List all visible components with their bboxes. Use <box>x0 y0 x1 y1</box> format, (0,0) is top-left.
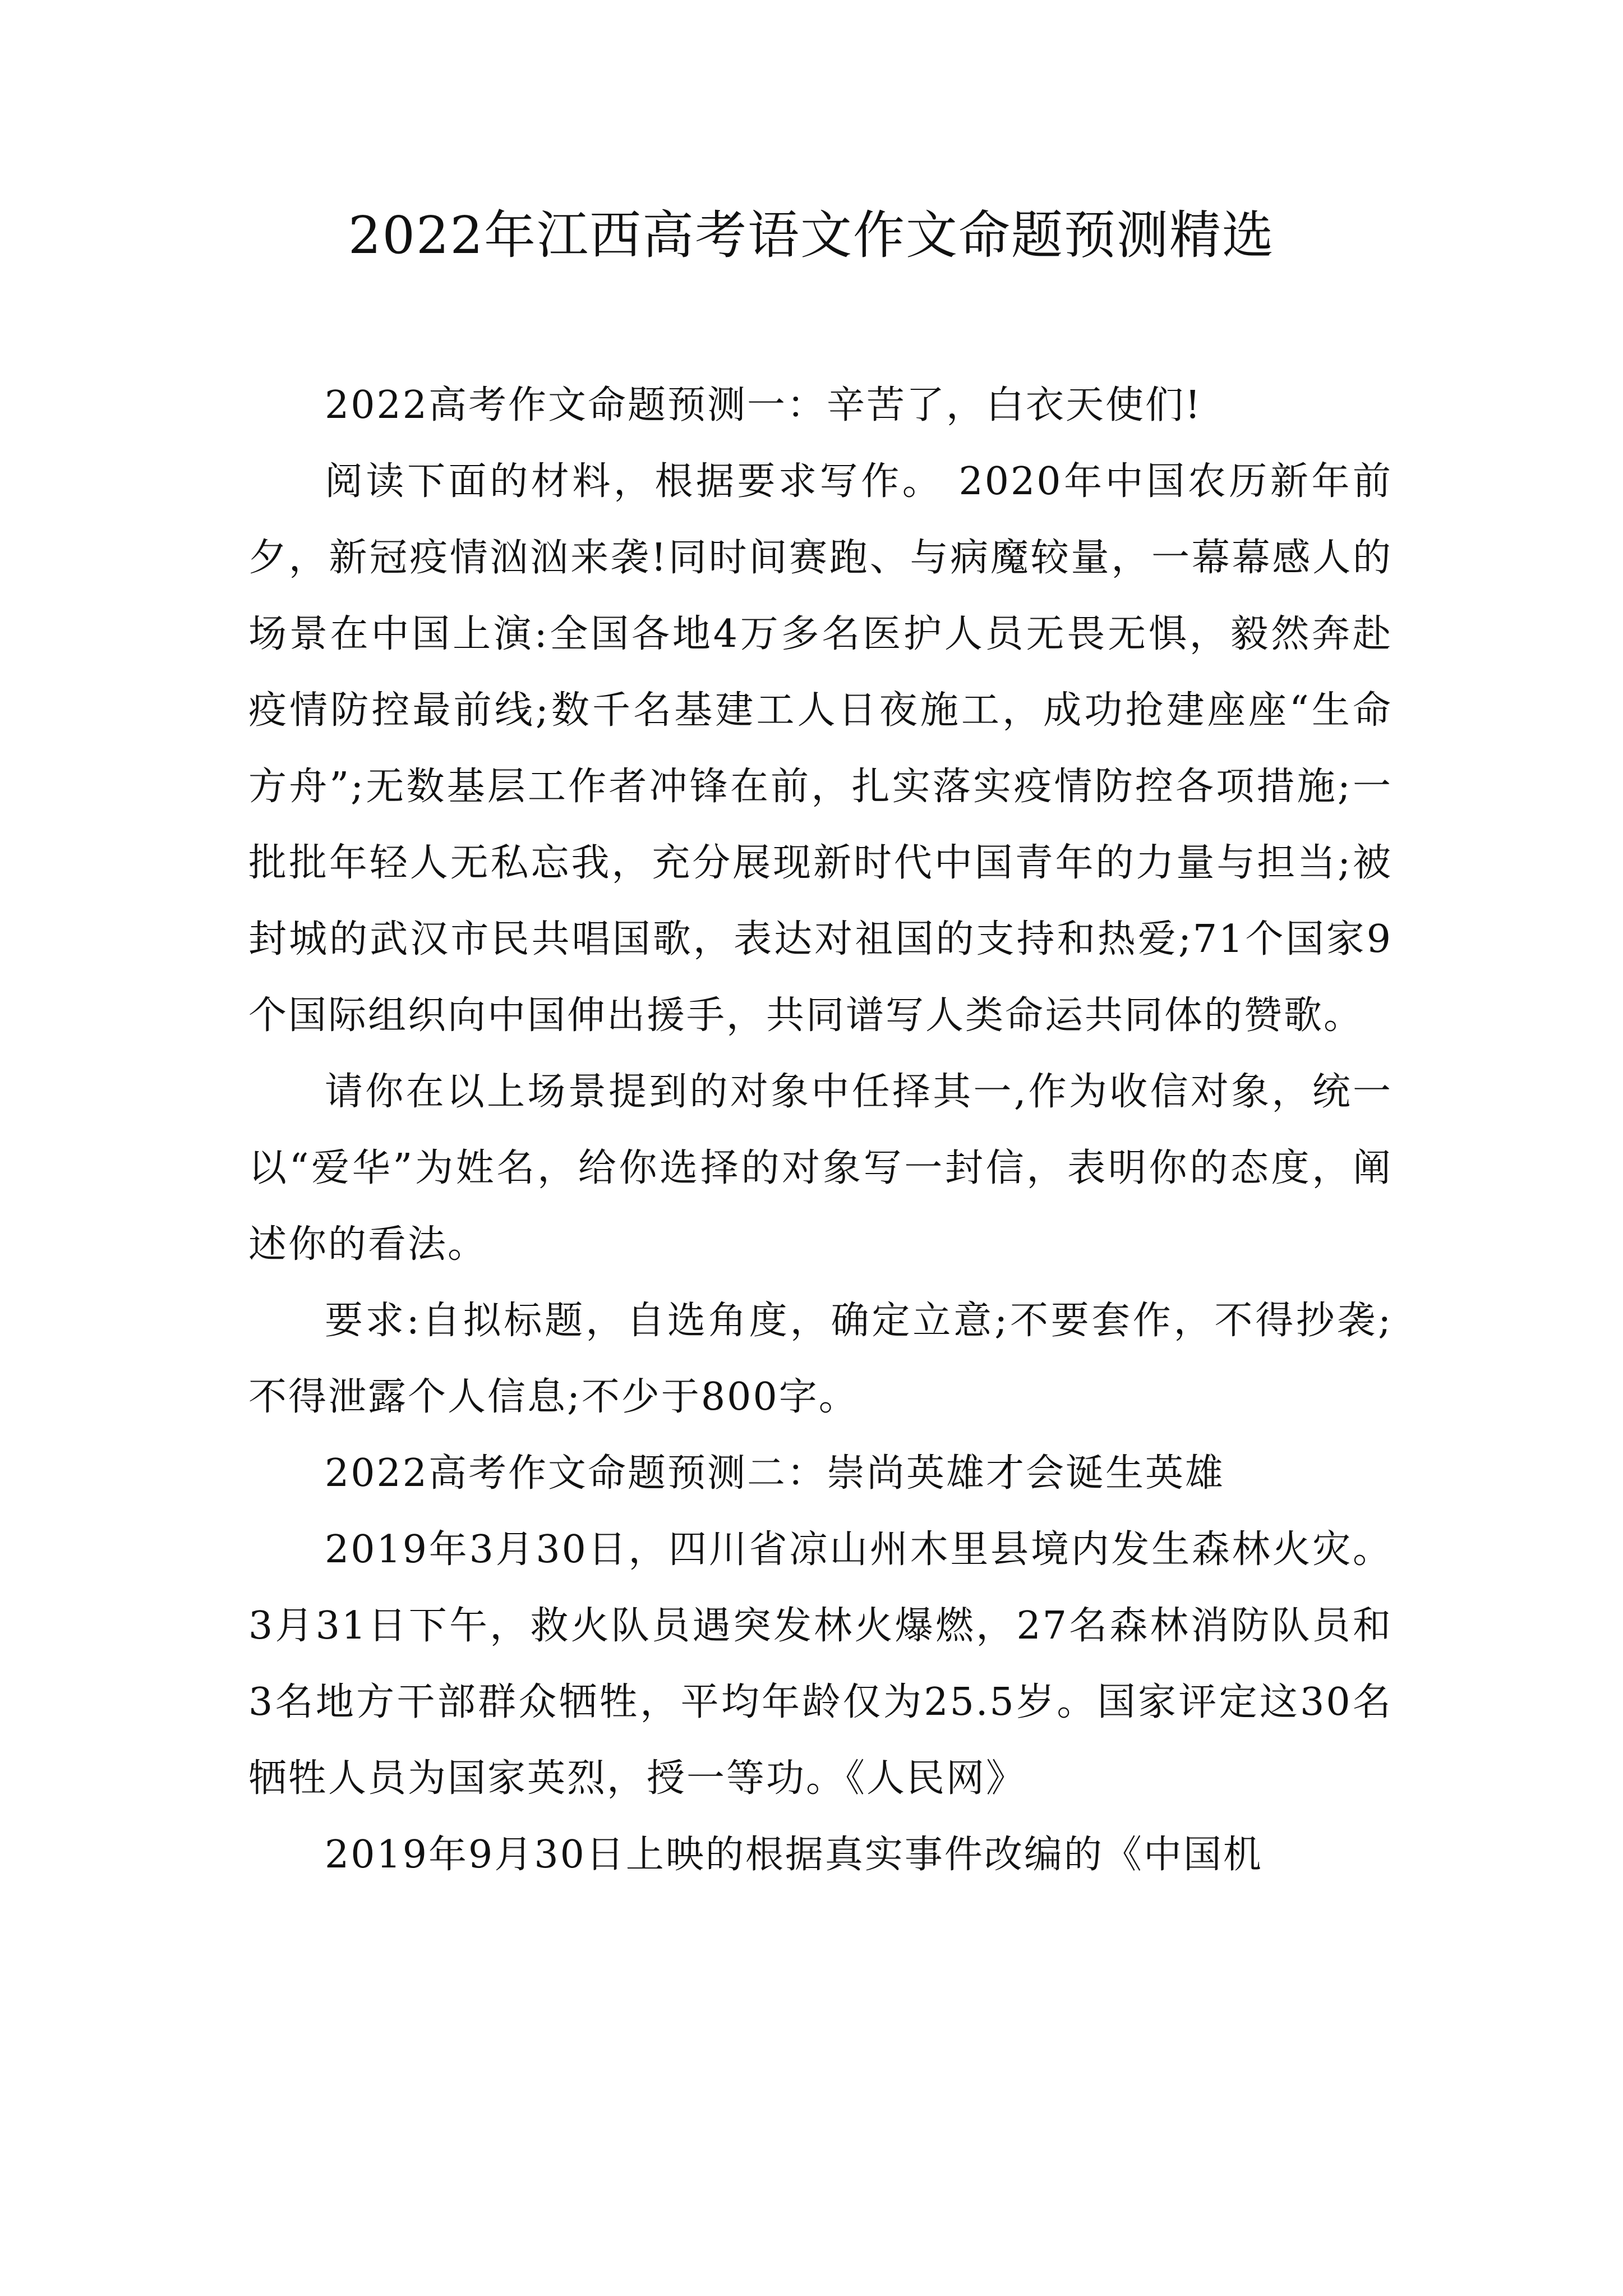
document-title: 2022年江西高考语文作文命题预测精选 <box>348 205 1275 265</box>
paragraph-prediction-1-requirements: 要求:自拟标题，自选角度，确定立意;不要套作，不得抄袭;不得泄露个人信息;不少于800字。 <box>248 1299 1393 1419</box>
paragraph-prediction-2-continued: 2019年9月30日上映的根据真实事件改编的《中国机 <box>325 1833 1263 1877</box>
paragraph-prediction-1-material: 阅读下面的材料，根据要求写作。 2020年中国农历新年前夕，新冠疫情汹汹来袭!同时间赛跑、与病魔较量，一幕幕感人的场景在中国上演:全国各地4万多名医护人员无畏无惧，毅然奔赴疫情防控最前线;数千名基建工人日夜施工，成功抢建座座“生命方舟”;无数基层工作者冲锋在前，扎实落实疫情防控各项措施;一批批年轻人无私忘我，充分展现新时代中国青年的力量与担当;被封城的武汉市民共唱国歌，表达对祖国的支持和热爱;71个国家9个国际组织向中国伸出援手，共同谱写人类命运共同体的赞歌。 <box>248 459 1393 1038</box>
paragraph-prediction-1-heading: 2022高考作文命题预测一：辛苦了，白衣天使们! <box>325 383 1202 427</box>
paragraph-prediction-2-material: 2019年3月30日，四川省凉山州木里县境内发生森林火灾。3月31日下午，救火队员遇突发林火爆燃，27名森林消防队员和3名地方干部群众牺牲，平均年龄仅为25.5岁。国家评定这30名牺牲人员为国家英烈，授一等功。《人民网》 <box>248 1527 1393 1801</box>
paragraph-prediction-2-heading: 2022高考作文命题预测二：崇尚英雄才会诞生英雄 <box>325 1451 1225 1496</box>
document-body <box>248 367 1393 1893</box>
paragraph-prediction-1-task: 请你在以上场景提到的对象中任择其一,作为收信对象，统一以“爱华”为姓名，给你选择的对象写一封信，表明你的态度，阐述你的看法。 <box>248 1070 1393 1267</box>
